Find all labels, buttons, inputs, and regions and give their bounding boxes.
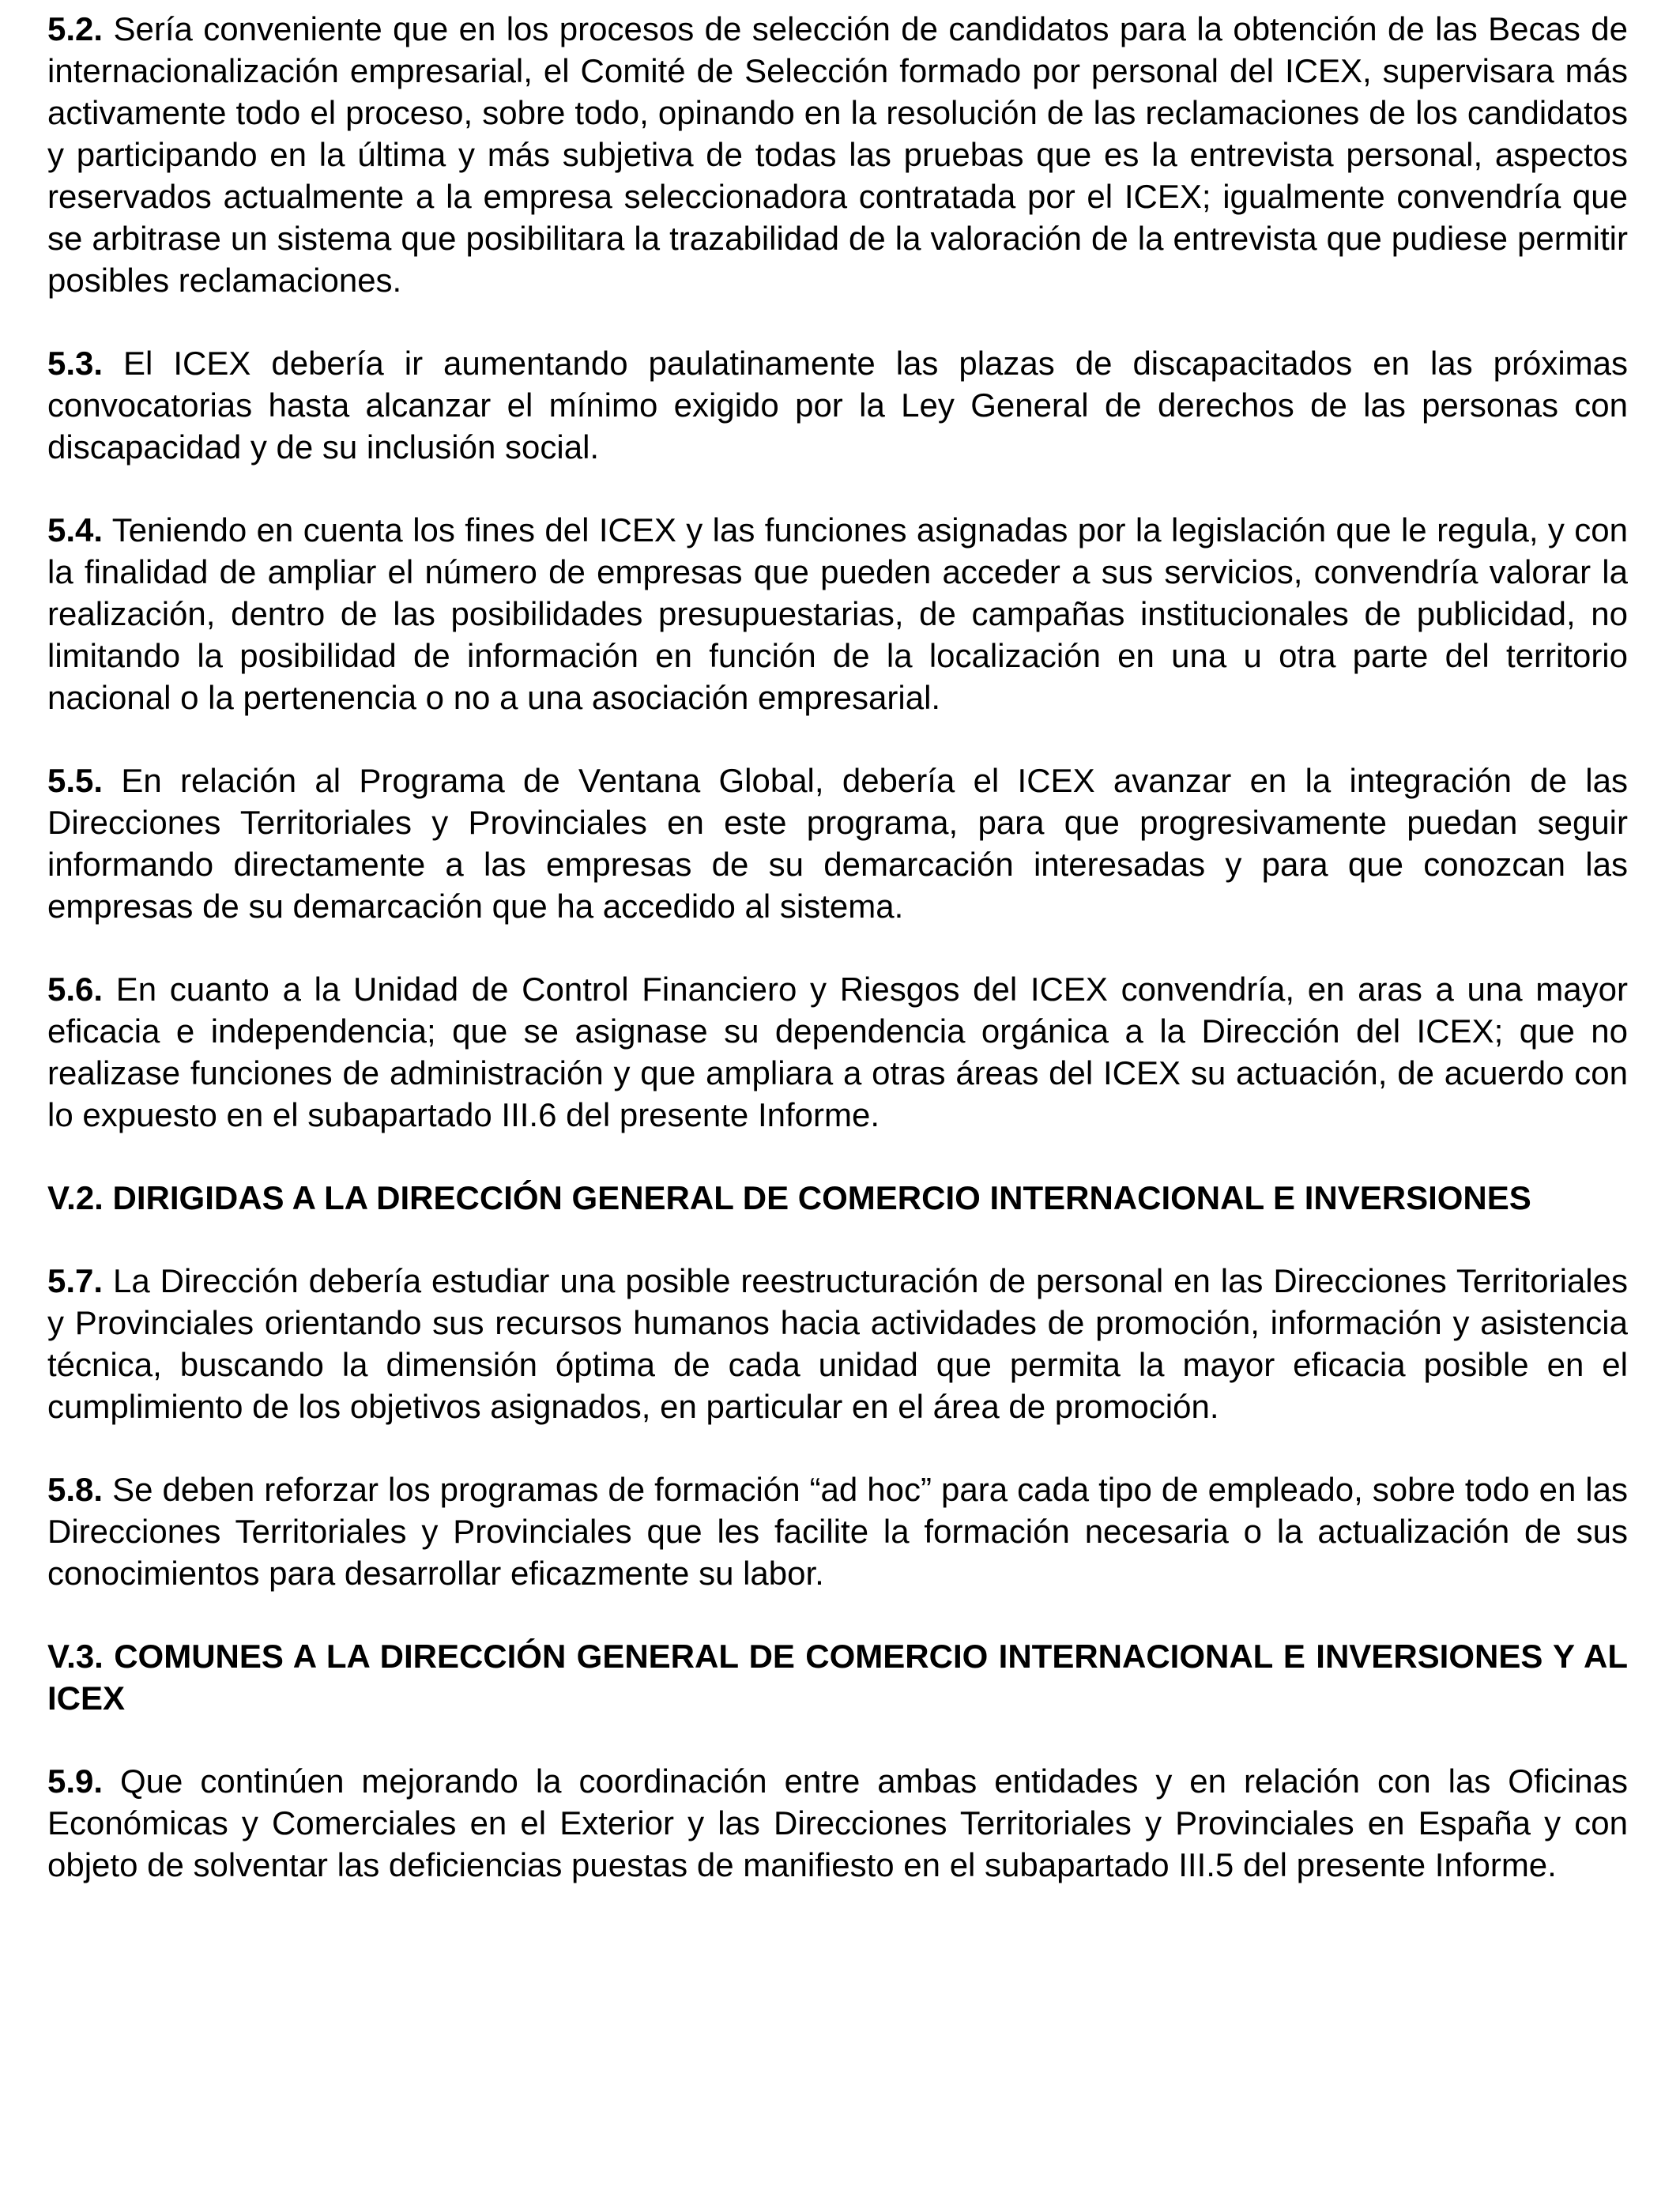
paragraph-number: 5.2. [47,10,104,47]
paragraph-5-2 [47,8,1628,301]
paragraph-5-9 [47,1760,1628,1886]
paragraph-text: En cuanto a la Unidad de Control Financiero y Riesgos del ICEX convendría, en aras a una mayor eficacia e independencia; que se asignase su dependencia orgánica a la Dirección del ICEX; que no realizase funciones de administración y que ampliara a otras áreas del ICEX su actuación, de acuerdo con lo expuesto en el subapartado III.6 del presente Informe. [47,971,1628,1133]
paragraph-text: Teniendo en cuenta los fines del ICEX y las funciones asignadas por la legislación que le regula, y con la finalidad de ampliar el número de empresas que pueden acceder a sus servicios, convendría valorar la realización, dentro de las posibilidades presupuestarias, de campañas institucionales de publicidad, no limitando la posibilidad de información en función de la localización en una u otra parte del territorio nacional o la pertenencia o no a una asociación empresarial. [47,511,1628,716]
paragraph-text: Sería conveniente que en los procesos de selección de candidatos para la obtención de las Becas de internacionalización empresarial, el Comité de Selección formado por personal del ICEX, supervisara más activamente todo el proceso, sobre todo, opinando en la resolución de las reclamaciones de los candidatos y participando en la última y más subjetiva de todas las pruebas que es la entrevista personal, aspectos reservados actualmente a la empresa seleccionadora contratada por el ICEX; igualmente convendría que se arbitrase un sistema que posibilitara la trazabilidad de la valoración de la entrevista que pudiese permitir posibles reclamaciones. [47,10,1628,299]
paragraph-number: 5.3. [47,345,104,382]
paragraph-5-7 [47,1260,1628,1427]
paragraph-number: 5.6. [47,971,104,1008]
section-heading-v3: V.3. COMUNES A LA DIRECCIÓN GENERAL DE COMERCIO INTERNACIONAL E INVERSIONES Y AL ICEX [47,1638,1628,1717]
document-page [47,8,1628,1927]
paragraph-text: Se deben reforzar los programas de formación “ad hoc” para cada tipo de empleado, sobre todo en las Direcciones Territoriales y Provinciales que les facilite la formación necesaria o la actualización de sus conocimientos para desarrollar eficazmente su labor. [47,1471,1628,1592]
paragraph-5-6 [47,968,1628,1136]
paragraph-number: 5.9. [47,1762,104,1800]
paragraph-5-4 [47,509,1628,718]
paragraph-text: El ICEX debería ir aumentando paulatinamente las plazas de discapacitados en las próximas convocatorias hasta alcanzar el mínimo exigido por la Ley General de derechos de las personas con discapacidad y de su inclusión social. [47,345,1628,466]
paragraph-text: En relación al Programa de Ventana Global, debería el ICEX avanzar en la integración de las Direcciones Territoriales y Provinciales en este programa, para que progresivamente puedan seguir informando directamente a las empresas de su demarcación interesadas y para que conozcan las empresas de su demarcación que ha accedido al sistema. [47,762,1628,925]
paragraph-5-3 [47,342,1628,468]
paragraph-number: 5.5. [47,762,104,799]
paragraph-5-8 [47,1468,1628,1594]
paragraph-5-5 [47,760,1628,927]
paragraph-number: 5.7. [47,1262,104,1299]
section-heading-v2: V.2. DIRIGIDAS A LA DIRECCIÓN GENERAL DE COMERCIO INTERNACIONAL E INVERSIONES [47,1179,1531,1216]
paragraph-text: La Dirección debería estudiar una posible reestructuración de personal en las Direcciones Territoriales y Provinciales orientando sus recursos humanos hacia actividades de promoción, información y asistencia técnica, buscando la dimensión óptima de cada unidad que permita la mayor eficacia posible en el cumplimiento de los objetivos asignados, en particular en el área de promoción. [47,1262,1628,1425]
paragraph-text: Que continúen mejorando la coordinación entre ambas entidades y en relación con las Oficinas Económicas y Comerciales en el Exterior y las Direcciones Territoriales y Provinciales en España y con objeto de solventar las deficiencias puestas de manifiesto en el subapartado III.5 del presente Informe. [47,1762,1628,1883]
paragraph-number: 5.8. [47,1471,104,1508]
paragraph-number: 5.4. [47,511,104,548]
